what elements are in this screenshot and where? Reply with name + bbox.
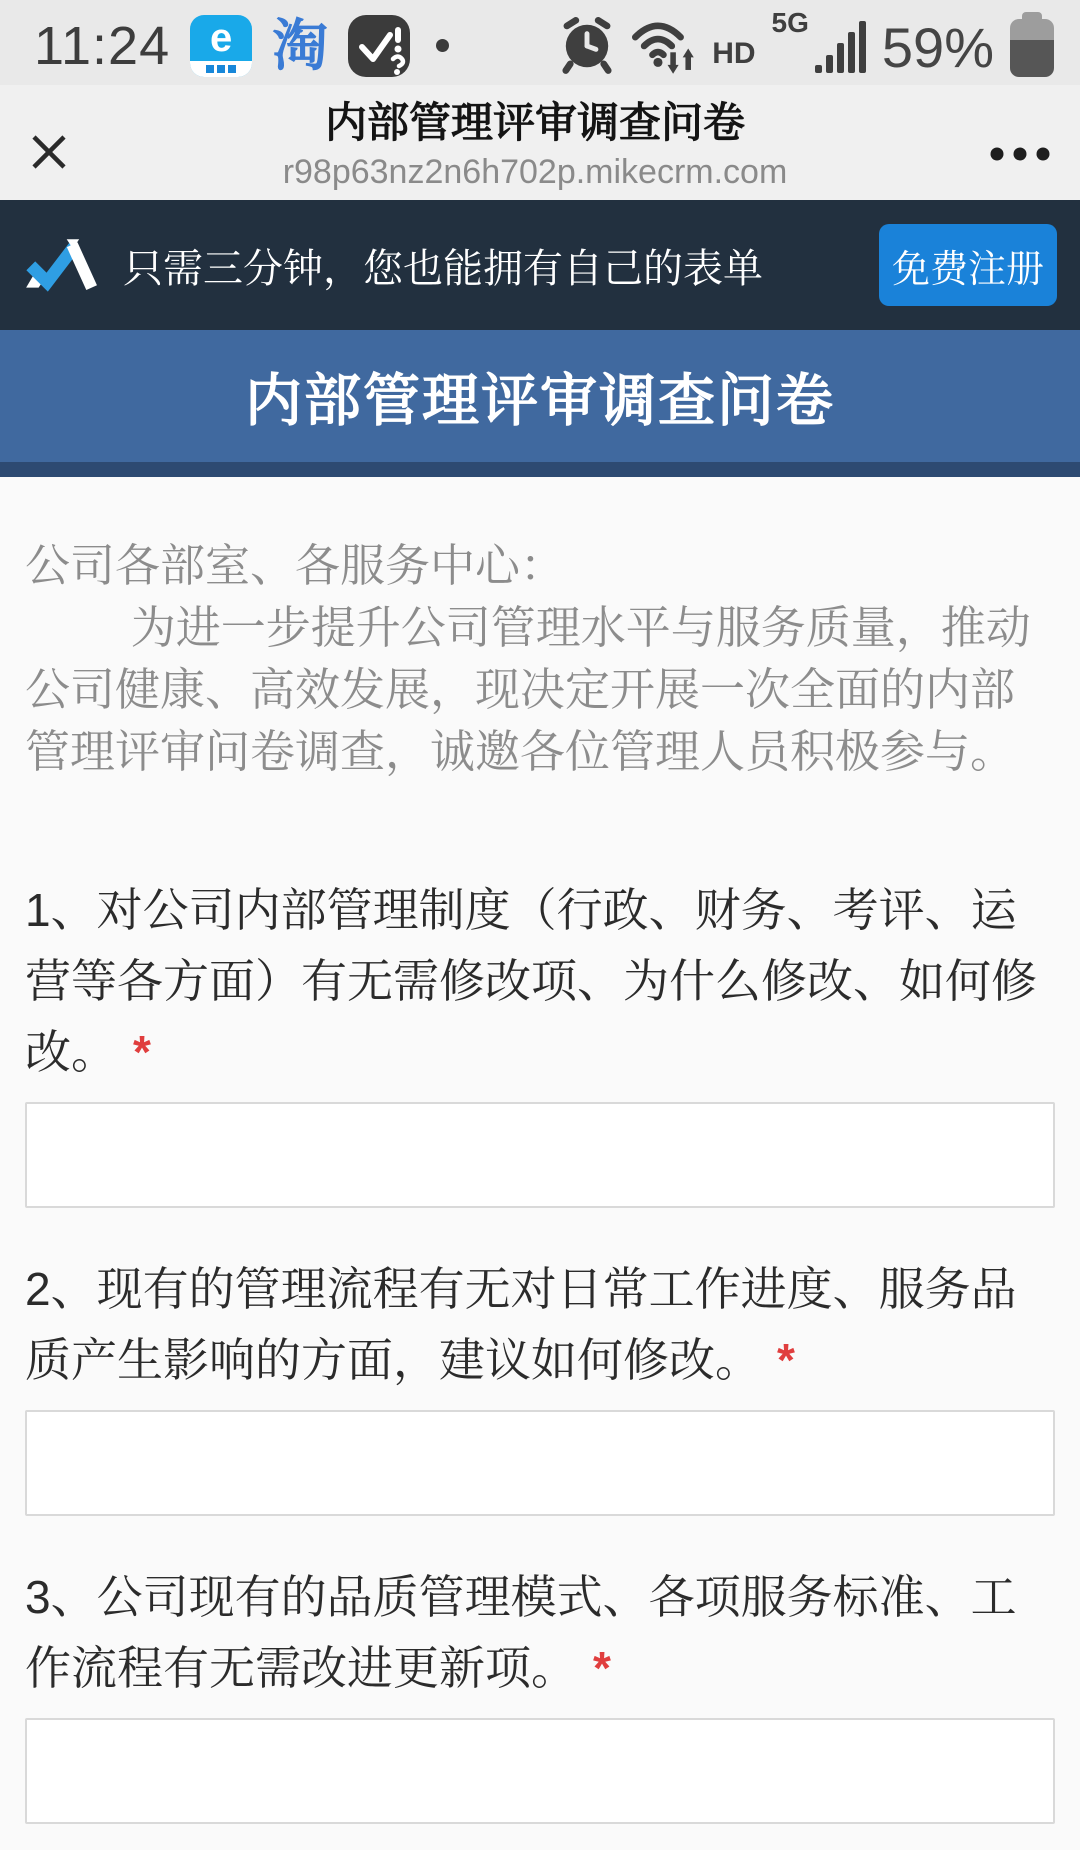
browser-title-block [108, 98, 962, 192]
battery-icon [1010, 12, 1054, 77]
status-bar-left [34, 15, 449, 77]
eleme-wordmark-strip [190, 61, 252, 77]
question-3 [25, 1562, 1055, 1824]
question-2-label: 2、现有的管理流程有无对日常工作进度、服务品质产生影响的方面，建议如何修改。 [25, 1263, 1017, 1386]
mikecrm-logo-icon [23, 236, 101, 294]
form-title: 内部管理评审调查问卷 [245, 369, 835, 433]
browser-header [0, 85, 1080, 200]
close-icon [28, 131, 70, 173]
network-type-label: 5G [771, 7, 809, 38]
question-3-answer-input[interactable] [25, 1718, 1055, 1824]
question-1 [25, 875, 1055, 1208]
question-2-required-marker: * [777, 1334, 795, 1386]
taobao-app-icon: 淘 [272, 13, 329, 77]
alarm-clock-icon [560, 17, 614, 75]
form-title-band [0, 330, 1080, 462]
eleme-logo-glyph: e [210, 15, 233, 60]
question-1-required-marker: * [133, 1026, 151, 1078]
intro-greeting: 公司各部室、各服务中心： [25, 540, 566, 591]
wifi-arrows-icon [630, 17, 696, 75]
mikecrm-promo-banner [0, 200, 1080, 330]
question-1-label: 1、对公司内部管理制度（行政、财务、考评、运营等各方面）有无需修改项、为什么修改、如何修改。 [25, 884, 1037, 1078]
page-url: r98p63nz2n6h702p.mikecrm.com [282, 152, 788, 191]
close-button[interactable] [28, 131, 92, 173]
question-1-answer-input[interactable] [25, 1102, 1055, 1208]
hd-indicator: HD [712, 37, 756, 70]
ellipsis-icon [988, 146, 1052, 162]
status-bar-right [560, 7, 1054, 79]
question-3-label: 3、公司现有的品质管理模式、各项服务标准、工作流程有无需改进更新项。 [25, 1571, 1017, 1694]
clock-time: 11:24 [34, 15, 171, 76]
question-2 [25, 1254, 1055, 1516]
battery-percent-label: 59% [881, 16, 994, 79]
notification-dot-icon [436, 39, 449, 52]
status-bar [0, 0, 1080, 85]
check-exclamation-icon [348, 15, 410, 77]
question-2-answer-input[interactable] [25, 1410, 1055, 1516]
page-title: 内部管理评审调查问卷 [324, 98, 745, 146]
form-title-band-edge [0, 462, 1080, 477]
promo-slogan: 只需三分钟，您也能拥有自己的表单 [123, 246, 763, 291]
intro-paragraph: 为进一步提升公司管理水平与服务质量，推动公司健康、高效发展，现决定开展一次全面的内部管理评审问卷调查，诚邀各位管理人员积极参与。 [25, 602, 1031, 777]
cellular-signal-icon [771, 7, 866, 73]
task-check-app-icon [348, 15, 410, 77]
form-body [0, 477, 1080, 1850]
more-menu-button[interactable] [978, 146, 1052, 162]
free-register-button[interactable]: 免费注册 [879, 224, 1057, 306]
question-3-required-marker: * [593, 1642, 611, 1694]
eleme-app-icon [190, 15, 252, 77]
form-intro [25, 535, 1055, 783]
